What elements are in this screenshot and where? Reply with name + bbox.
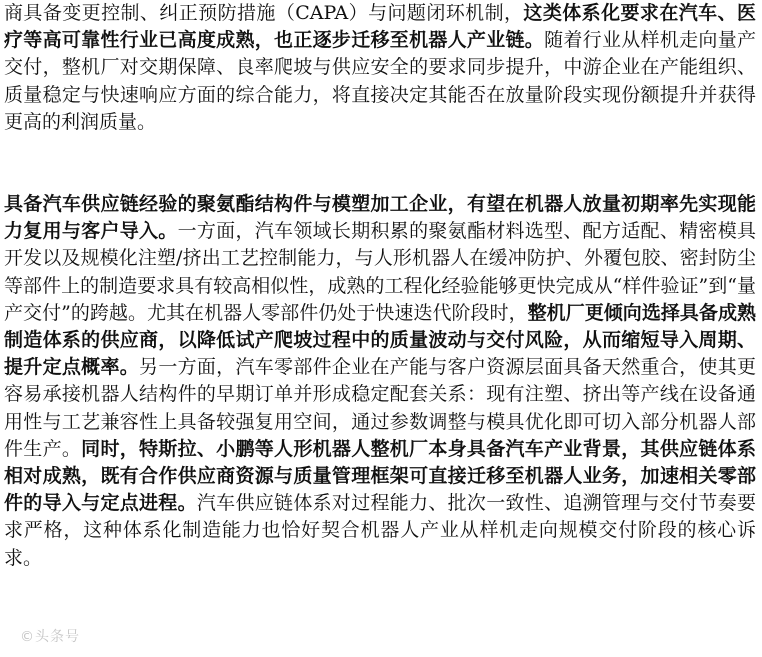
p2-seg-1-bold: 具备汽车供应链经验的聚氨酯结构件与模塑加工企业，有望在机器人放量初期率先实现能力复用与客户导入。 xyxy=(4,193,756,243)
p2-seg-6: 汽车供应链体系对过程能力、批次一致性、追溯管理与交付节奏要求严格，这种体系化制造能力也恰好契合机器人产业从样机走向规模交付阶段的核心诉求。 xyxy=(4,492,756,569)
p1-seg-2-bold: 这类体系化要求在汽车、医疗等高可靠性行业已高度成熟，也正逐步迁移至机器人产业链。 xyxy=(4,2,756,52)
p2-seg-5-bold: 同时，特斯拉、小鹏等人形机器人整机厂本身具备汽车产业背景，其供应链体系相对成熟，既有合作供应商资源与质量管理框架可直接迁移至机器人业务，加速相关零部件的导入与定点进程。 xyxy=(4,437,756,515)
paragraph-1 xyxy=(4,0,756,136)
p1-seg-1: 商具备变更控制、纠正预防措施（CAPA）与问题闭环机制， xyxy=(4,2,524,24)
paragraph-2 xyxy=(4,191,756,572)
p2-seg-2: 一方面，汽车领域长期积累的聚氨酯材料选型、配方适配、精密模具开发以及规模化注塑/挤出工艺控制能力，与人形机器人在缓冲防护、外覆包胶、密封防尘等部件上的制造要求具有较高相似性，成熟的工程化经验能够更快完成从“样件验证”到“量产交付”的跨越。尤其在机器人零部件仍处于快速迭代阶段时， xyxy=(4,220,756,324)
p2-seg-3-bold: 整机厂更倾向选择具备成熟制造体系的供应商，以降低试产爬坡过程中的质量波动与交付风险，从而缩短导入周期、提升定点概率。 xyxy=(4,301,756,379)
p1-seg-3: 随着行业从样机走向量产交付，整机厂对交期保障、良率爬坡与供应安全的要求同步提升，中游企业在产能组织、质量稳定与快速响应方面的综合能力，将直接决定其能否在放量阶段实现份额提升并获得更高的利润质量。 xyxy=(4,29,756,133)
p2-seg-4: 另一方面，汽车零部件企业在产能与客户资源层面具备天然重合，使其更容易承接机器人结构件的早期订单并形成稳定配套关系：现有注塑、挤出等产线在设备通用性与工艺兼容性上具备较强复用空间，通过参数调整与模具优化即可切入部分机器人部件生产。 xyxy=(4,356,756,460)
watermark-text: ©头条号 xyxy=(20,629,80,645)
